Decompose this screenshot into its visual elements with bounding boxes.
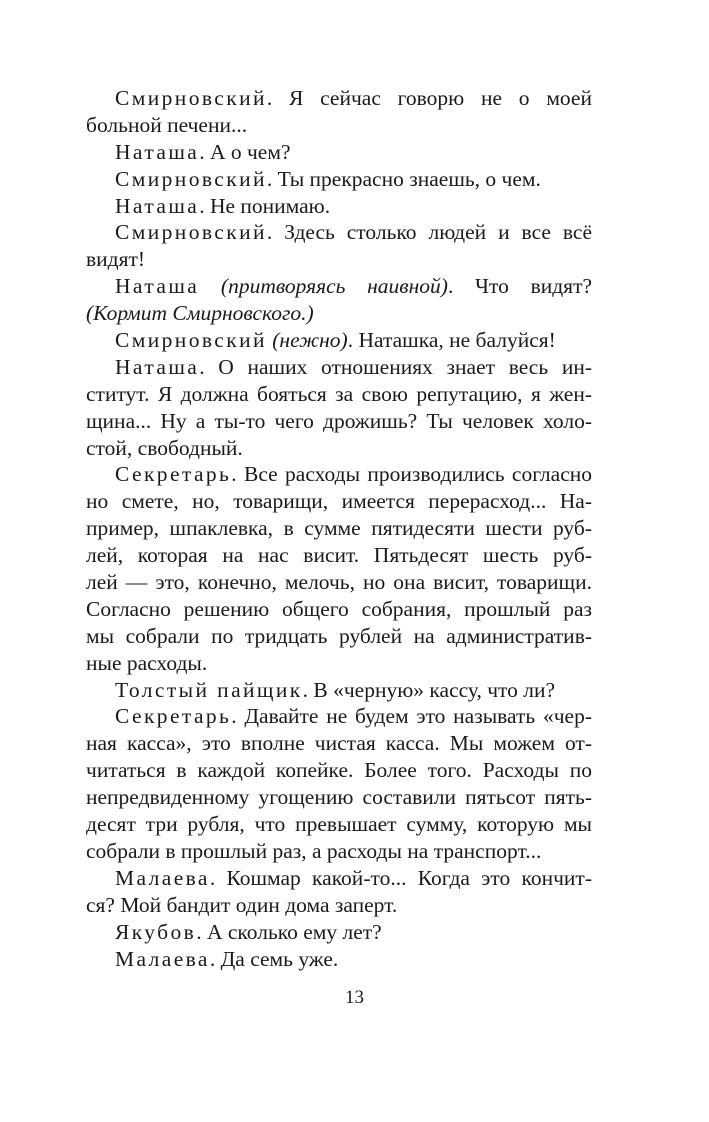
text-line: [86, 811, 592, 838]
text-line: [86, 193, 592, 220]
text-line: [86, 139, 592, 166]
speech-text: . Да семь уже.: [209, 946, 339, 971]
speaker-name: Наташа: [115, 139, 200, 164]
text-line: [86, 919, 592, 946]
speech-text: . О наших отношениях знает весь ин-: [199, 354, 592, 379]
stage-direction: (притворяясь наивной): [220, 274, 448, 299]
speech-text: . В «черную» кассу, что ли?: [302, 677, 556, 702]
speaker-name: Секретарь: [115, 704, 232, 729]
speech-text: . Здесь столько людей и все всё: [266, 220, 592, 245]
text-line: [86, 354, 592, 381]
text-line: [86, 381, 592, 408]
page-number: 13: [345, 987, 364, 1008]
speech-text: мы собрали по тридцать рублей на административ-: [86, 623, 592, 648]
stage-direction: (нежно): [272, 328, 348, 353]
speech-text: . А о чем?: [199, 139, 291, 164]
speech-text: Согласно решению общего собрания, прошлый раз: [86, 596, 592, 621]
speaker-name: Якубов: [115, 919, 197, 944]
stage-direction: (Кормит Смирновского.): [86, 301, 314, 326]
speaker-name: Толстый пайщик: [115, 677, 303, 702]
speaker-name: Наташа: [115, 274, 200, 299]
speaker-name: Смирновский: [115, 328, 267, 353]
text-line: [86, 650, 592, 677]
text-line: [86, 408, 592, 435]
text-line: [86, 865, 592, 892]
speaker-name: Секретарь: [115, 462, 232, 487]
text-line: [86, 757, 592, 784]
speech-text: . А сколько ему лет?: [196, 919, 382, 944]
speech-text: щина... Ну а ты-то чего дрожишь? Ты человек холо-: [86, 408, 592, 433]
speech-text: собрали в прошлый раз, а расходы на транспорт...: [86, 838, 542, 863]
text-line: [86, 300, 592, 327]
text-line: [86, 435, 592, 462]
speech-text: читаться в каждой копейке. Более того. Расходы по: [86, 758, 592, 783]
text-line: [86, 838, 592, 865]
text-line: [86, 219, 592, 246]
text-line: [86, 85, 592, 112]
text-line: [86, 488, 592, 515]
speaker-name: Смирновский: [115, 86, 267, 110]
page-text-block: [86, 85, 592, 972]
speech-text: ся? Мой бандит один дома заперт.: [86, 892, 398, 917]
speech-text: ститут. Я должна бояться за свою репутацию, я жен-: [86, 381, 592, 406]
text-line: [86, 166, 592, 193]
text-line: [86, 273, 592, 300]
speech-text: . Давайте не будем это называть «чер-: [231, 704, 592, 729]
speech-text: непредвиденному угощению составили пятьсот пять-: [86, 785, 592, 810]
text-line: [86, 542, 592, 569]
speech-text: лей — это, конечно, мелочь, но она висит, товарищи.: [86, 570, 592, 595]
speech-text: десят три рубля, что превышает сумму, которую мы: [86, 812, 592, 837]
text-line: [86, 730, 592, 757]
text-line: [86, 703, 592, 730]
speech-text: . Ты прекрасно знаешь, о чем.: [266, 166, 541, 191]
speaker-name: Наташа: [115, 193, 200, 218]
text-line: [86, 246, 592, 273]
text-line: [86, 112, 592, 139]
text-line: [86, 461, 592, 488]
speech-text: ные расходы.: [86, 650, 208, 675]
speech-text: . Что видят?: [447, 274, 593, 299]
text-line: [86, 327, 592, 354]
speaker-name: Малаева: [115, 946, 210, 971]
text-line: [86, 946, 592, 973]
speech-text: видят!: [86, 247, 146, 272]
speech-text: лей, которая на нас висит. Пятьдесят шесть руб-: [86, 543, 592, 568]
speaker-name: Смирновский: [115, 220, 267, 245]
speech-text: ная касса», это вполне чистая касса. Мы можем от-: [86, 731, 592, 756]
speech-text: стой, свободный.: [86, 435, 243, 460]
text-line: [86, 892, 592, 919]
text-line: [86, 677, 592, 704]
speech-text: . Все расходы производились согласно: [231, 462, 592, 487]
text-line: [86, 515, 592, 542]
speaker-name: Смирновский: [115, 166, 267, 191]
text-line: [86, 596, 592, 623]
speech-text: . Не понимаю.: [199, 193, 331, 218]
speaker-name: Малаева: [115, 865, 210, 890]
text-line: [86, 623, 592, 650]
speech-text: . Я сейчас говорю не о моей: [266, 86, 592, 110]
speech-text: пример, шпаклевка, в сумме пятидесяти шести руб-: [86, 516, 592, 541]
speech-text: . Кошмар какой-то... Когда это кончит-: [209, 865, 592, 890]
text-line: [86, 569, 592, 596]
speech-text: но смете, но, товарищи, имеется перерасход... На-: [86, 489, 592, 514]
speaker-name: Наташа: [115, 354, 200, 379]
speech-text: . Наташка, не балуйся!: [347, 328, 556, 353]
speech-text: больной печени...: [86, 112, 248, 137]
text-line: [86, 784, 592, 811]
